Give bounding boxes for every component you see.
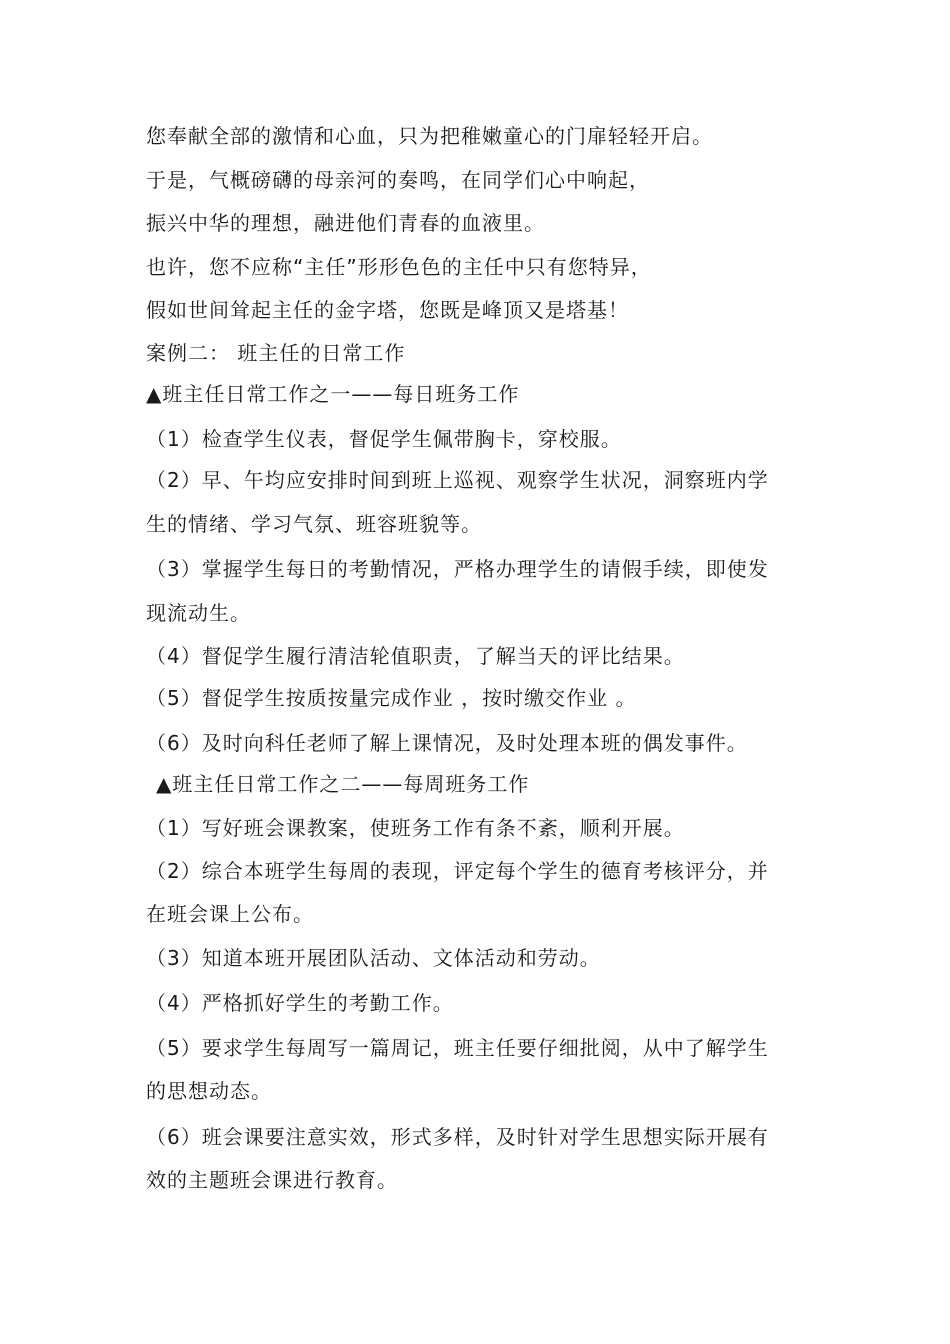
daily-item-5: （5）督促学生按质按量完成作业 ，按时缴交作业 。 xyxy=(146,686,637,710)
weekly-item-2-cont: 在班会课上公布。 xyxy=(146,902,314,926)
daily-item-1: （1）检查学生仪表，督促学生佩带胸卡，穿校服。 xyxy=(146,427,622,451)
weekly-item-3: （3）知道本班开展团队活动、文体活动和劳动。 xyxy=(146,946,601,970)
daily-item-3: （3）掌握学生每日的考勤情况，严格办理学生的请假手续，即使发 xyxy=(146,557,769,581)
daily-item-6: （6）及时向科任老师了解上课情况，及时处理本班的偶发事件。 xyxy=(146,731,748,755)
section-heading-weekly: ▲班主任日常工作之二——每周班务工作 xyxy=(156,772,530,796)
case-heading: 案例二： 班主任的日常工作 xyxy=(146,341,406,365)
weekly-item-1: （1）写好班会课教案，使班务工作有条不紊，顺利开展。 xyxy=(146,816,685,840)
poem-line-4: 也许，您不应称“主任”形形色色的主任中只有您特异， xyxy=(146,255,652,279)
daily-item-3-cont: 现流动生。 xyxy=(146,601,251,625)
weekly-item-4: （4）严格抓好学生的考勤工作。 xyxy=(146,991,454,1015)
section-heading-daily: ▲班主任日常工作之一——每日班务工作 xyxy=(146,382,520,406)
weekly-item-2: （2）综合本班学生每周的表现，评定每个学生的德育考核评分，并 xyxy=(146,859,769,883)
weekly-item-5: （5）要求学生每周写一篇周记，班主任要仔细批阅，从中了解学生 xyxy=(146,1036,769,1060)
daily-item-2-cont: 生的情绪、学习气氛、班容班貌等。 xyxy=(146,512,482,536)
poem-line-3: 振兴中华的理想，融进他们青春的血液里。 xyxy=(146,211,545,235)
poem-line-5: 假如世间耸起主任的金字塔，您既是峰顶又是塔基！ xyxy=(146,298,629,322)
weekly-item-6: （6）班会课要注意实效，形式多样，及时针对学生思想实际开展有 xyxy=(146,1125,769,1149)
daily-item-4: （4）督促学生履行清洁轮值职责，了解当天的评比结果。 xyxy=(146,644,685,668)
poem-line-2: 于是，气概磅礴的母亲河的奏鸣，在同学们心中响起， xyxy=(146,168,650,192)
poem-line-1: 您奉献全部的激情和心血，只为把稚嫩童心的门扉轻轻开启。 xyxy=(146,124,713,148)
weekly-item-5-cont: 的思想动态。 xyxy=(146,1079,272,1103)
daily-item-2: （2）早、午均应安排时间到班上巡视、观察学生状况，洞察班内学 xyxy=(146,468,769,492)
weekly-item-6-cont: 效的主题班会课进行教育。 xyxy=(146,1168,398,1192)
